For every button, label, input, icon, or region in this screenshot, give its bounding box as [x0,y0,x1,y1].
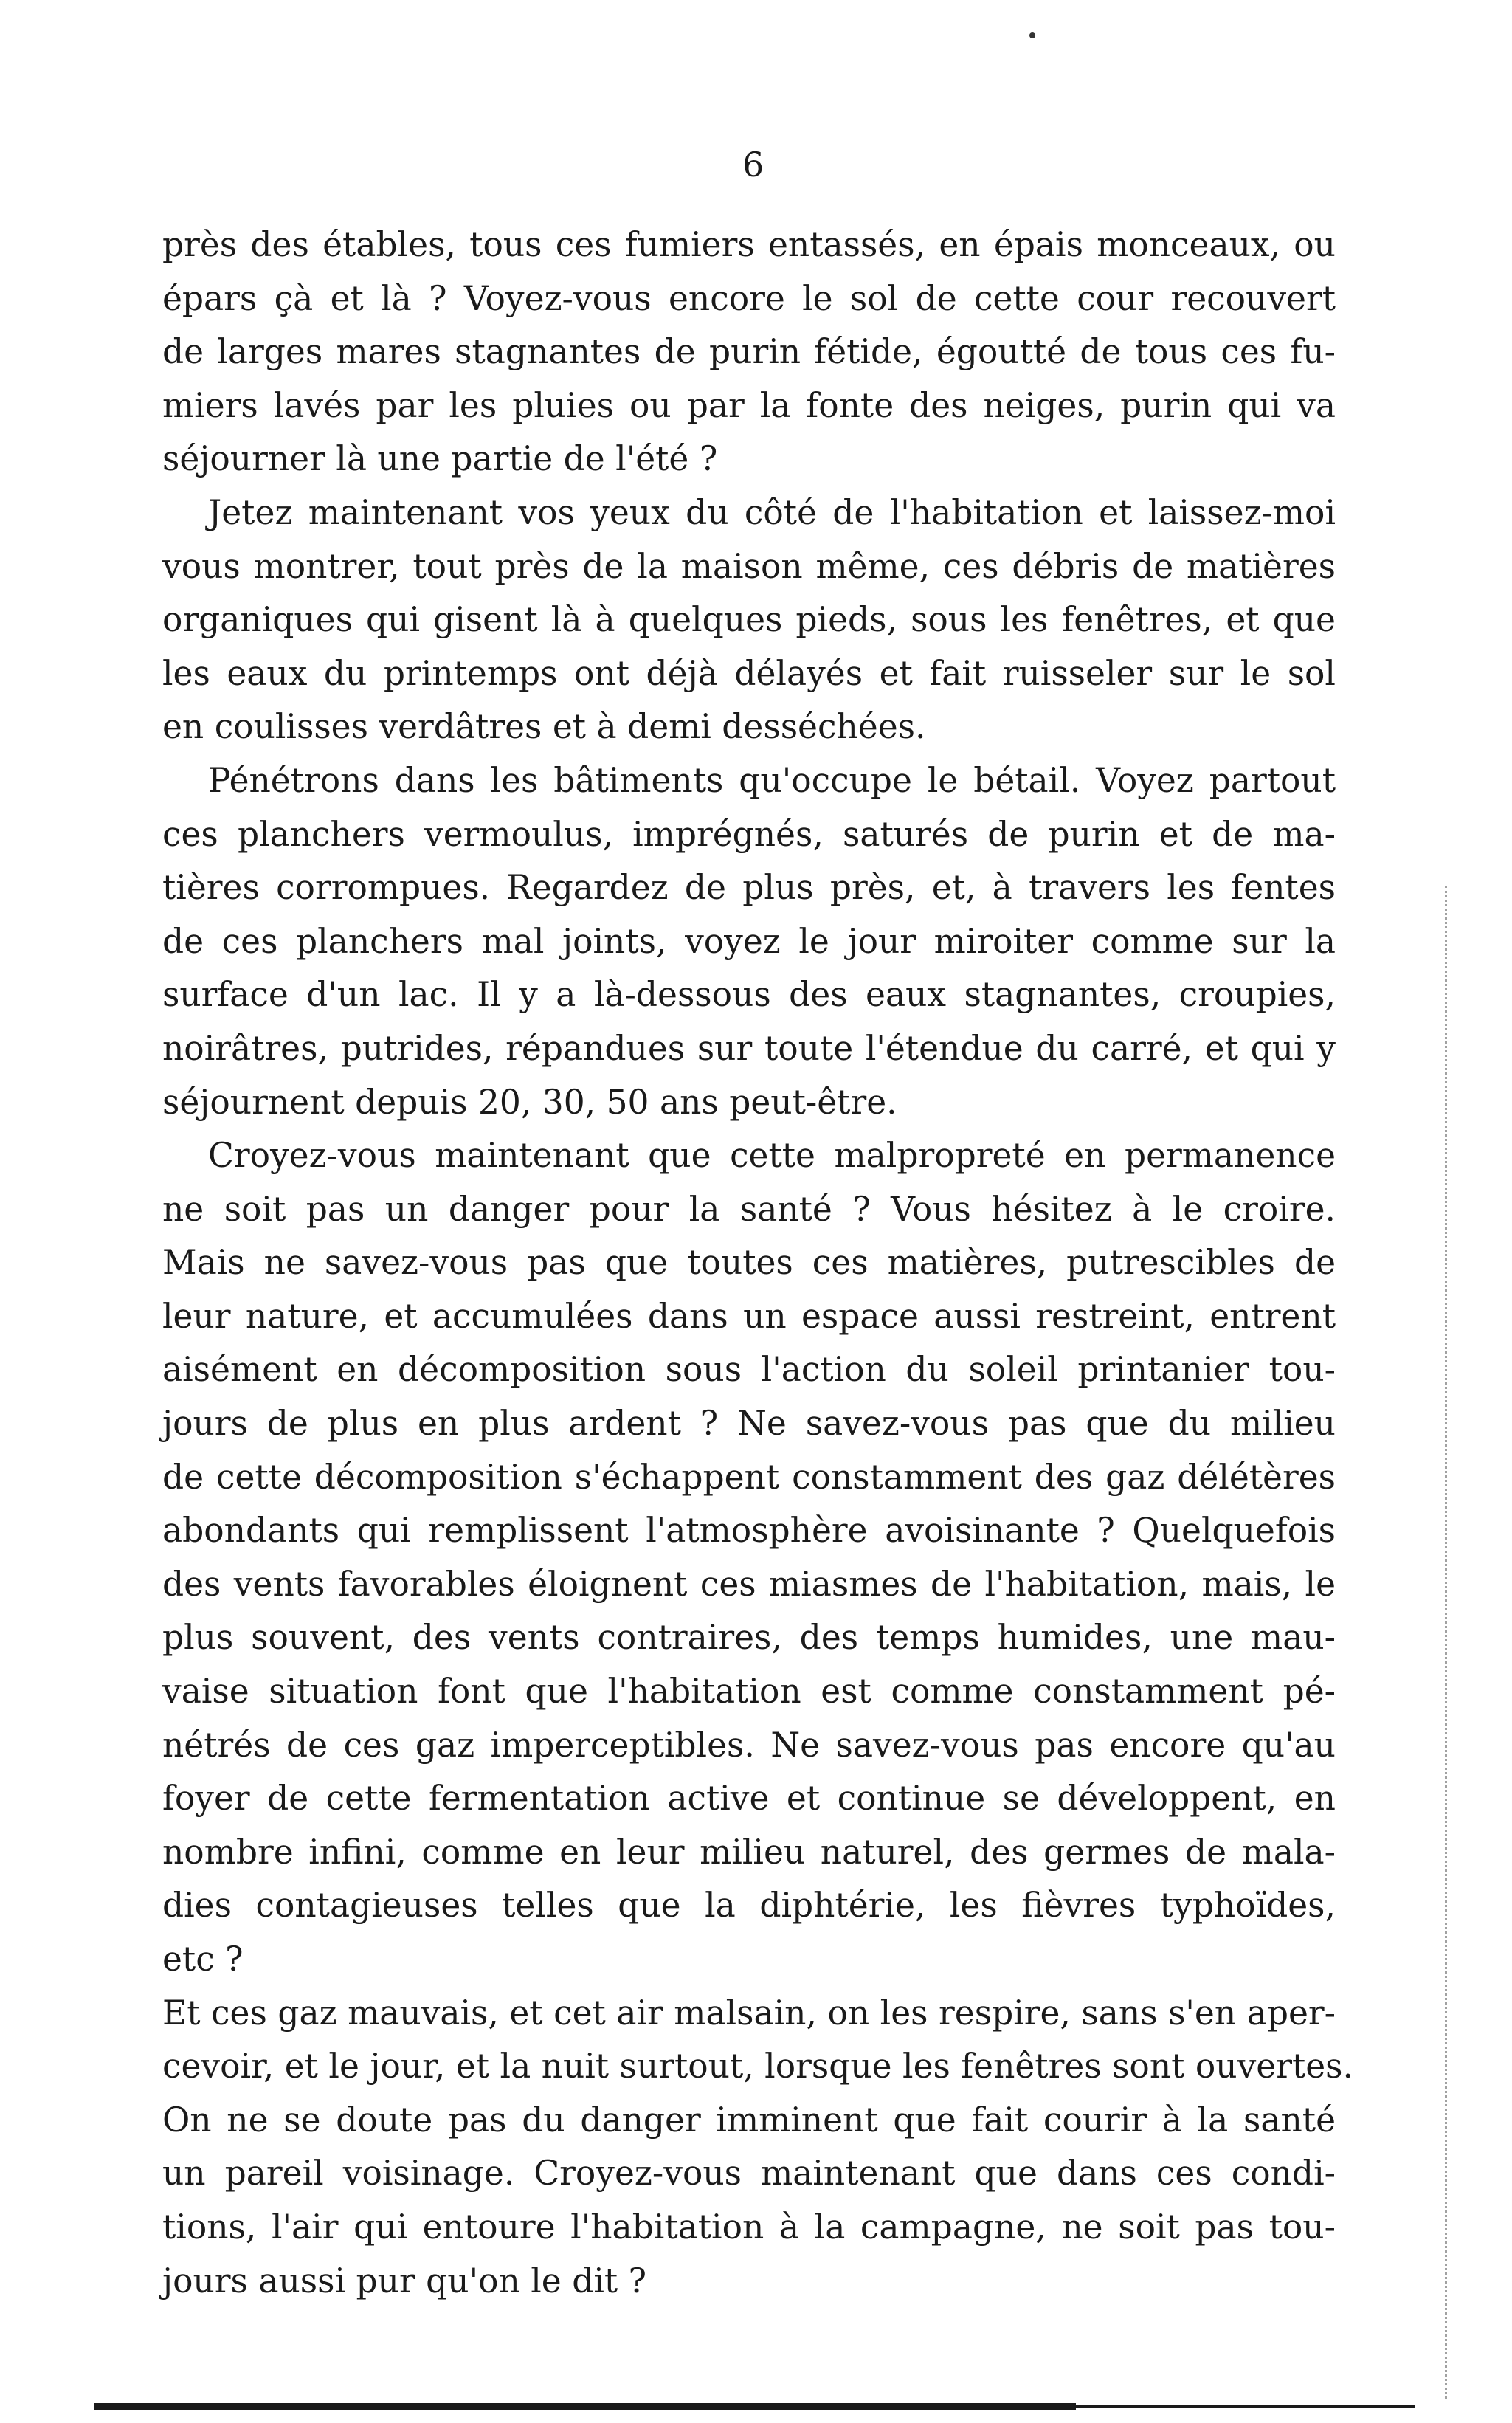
text-line: ne soit pas un danger pour la santé ? Vous hésitez à le croire. [162,1189,1336,1229]
text-line: de larges mares stagnantes de purin fétide, égoutté de tous ces fu- [162,332,1336,372]
text-line: Jetez maintenant vos yeux du côté de l'habitation et laissez-moi [208,492,1336,532]
text-line: vaise situation font que l'habitation est comme constamment pé- [162,1672,1336,1712]
text-line: miers lavés par les pluies ou par la fonte des neiges, purin qui va [162,385,1336,425]
text-line: ces planchers vermoulus, imprégnés, saturés de purin et de ma- [162,814,1336,854]
text-line: leur nature, et accumulées dans un espace aussi restreint, entrent [162,1296,1336,1336]
text-line: organiques qui gisent là à quelques pieds, sous les fenêtres, et que [162,600,1336,640]
margin-scan-artifact [1445,886,1469,2399]
text-line: vous montrer, tout près de la maison même, ces débris de matières [162,546,1336,586]
text-line: foyer de cette fermentation active et continue se développent, en [162,1779,1336,1819]
text-line: nombre infini, comme en leur milieu naturel, des germes de mala- [162,1832,1336,1872]
bottom-rule [94,2403,1076,2410]
text-line: Et ces gaz mauvais, et cet air malsain, on les respire, sans s'en aper- [162,1993,1336,2033]
text-line: plus souvent, des vents contraires, des temps humides, une mau- [162,1618,1336,1658]
text-line: tions, l'air qui entoure l'habitation à la campagne, ne soit pas tou- [162,2207,1336,2247]
text-line: tières corrompues. Regardez de plus près, et, à travers les fentes [162,868,1336,908]
text-line: cevoir, et le jour, et la nuit surtout, lorsque les fenêtres sont ouvertes. [162,2047,1353,2086]
text-line: séjourner là une partie de l'été ? [162,439,718,479]
text-line: jours de plus en plus ardent ? Ne savez-vous pas que du milieu [162,1404,1336,1444]
bottom-rule-tail [1076,2405,1415,2408]
text-line: de cette décomposition s'échappent constamment des gaz délétères [162,1457,1336,1497]
text-line: en coulisses verdâtres et à demi desséchées. [162,707,926,747]
text-line: séjournent depuis 20, 30, 50 ans peut-être. [162,1082,897,1122]
text-line: les eaux du printemps ont déjà délayés et fait ruisseler sur le sol [162,653,1336,693]
text-line: Mais ne savez-vous pas que toutes ces matières, putrescibles de [162,1243,1336,1283]
text-line: surface d'un lac. Il y a là-dessous des eaux stagnantes, croupies, [162,975,1336,1015]
text-line: abondants qui remplissent l'atmosphère avoisinante ? Quelquefois [162,1511,1336,1551]
text-line: nétrés de ces gaz imperceptibles. Ne savez-vous pas encore qu'au [162,1725,1336,1765]
body-text [162,218,1353,2308]
text-line: de ces planchers mal joints, voyez le jour miroiter comme sur la [162,921,1336,961]
text-line: épars çà et là ? Voyez-vous encore le sol de cette cour recouvert [162,278,1336,318]
text-line: Croyez-vous maintenant que cette malpropreté en permanence [208,1136,1336,1176]
text-line: des vents favorables éloignent ces miasmes de l'habitation, mais, le [162,1564,1336,1604]
text-line: On ne se doute pas du danger imminent que fait courir à la santé [162,2100,1336,2140]
text-line: etc ? [162,1940,244,1979]
text-line: aisément en décomposition sous l'action du soleil printanier tou- [162,1350,1336,1390]
text-line: noirâtres, putrides, répandues sur toute l'étendue du carré, et qui y [162,1028,1336,1068]
text-line: près des étables, tous ces fumiers entassés, en épais monceaux, ou [162,225,1336,264]
ink-speck [1029,32,1035,38]
text-line: jours aussi pur qu'on le dit ? [162,2261,647,2300]
text-line: Pénétrons dans les bâtiments qu'occupe le bétail. Voyez partout [208,760,1336,800]
text-line: dies contagieuses telles que la diphtérie, les fièvres typhoïdes, [162,1886,1336,1926]
text-line: un pareil voisinage. Croyez-vous maintenant que dans ces condi- [162,2154,1336,2193]
page-number: 6 [742,145,764,185]
